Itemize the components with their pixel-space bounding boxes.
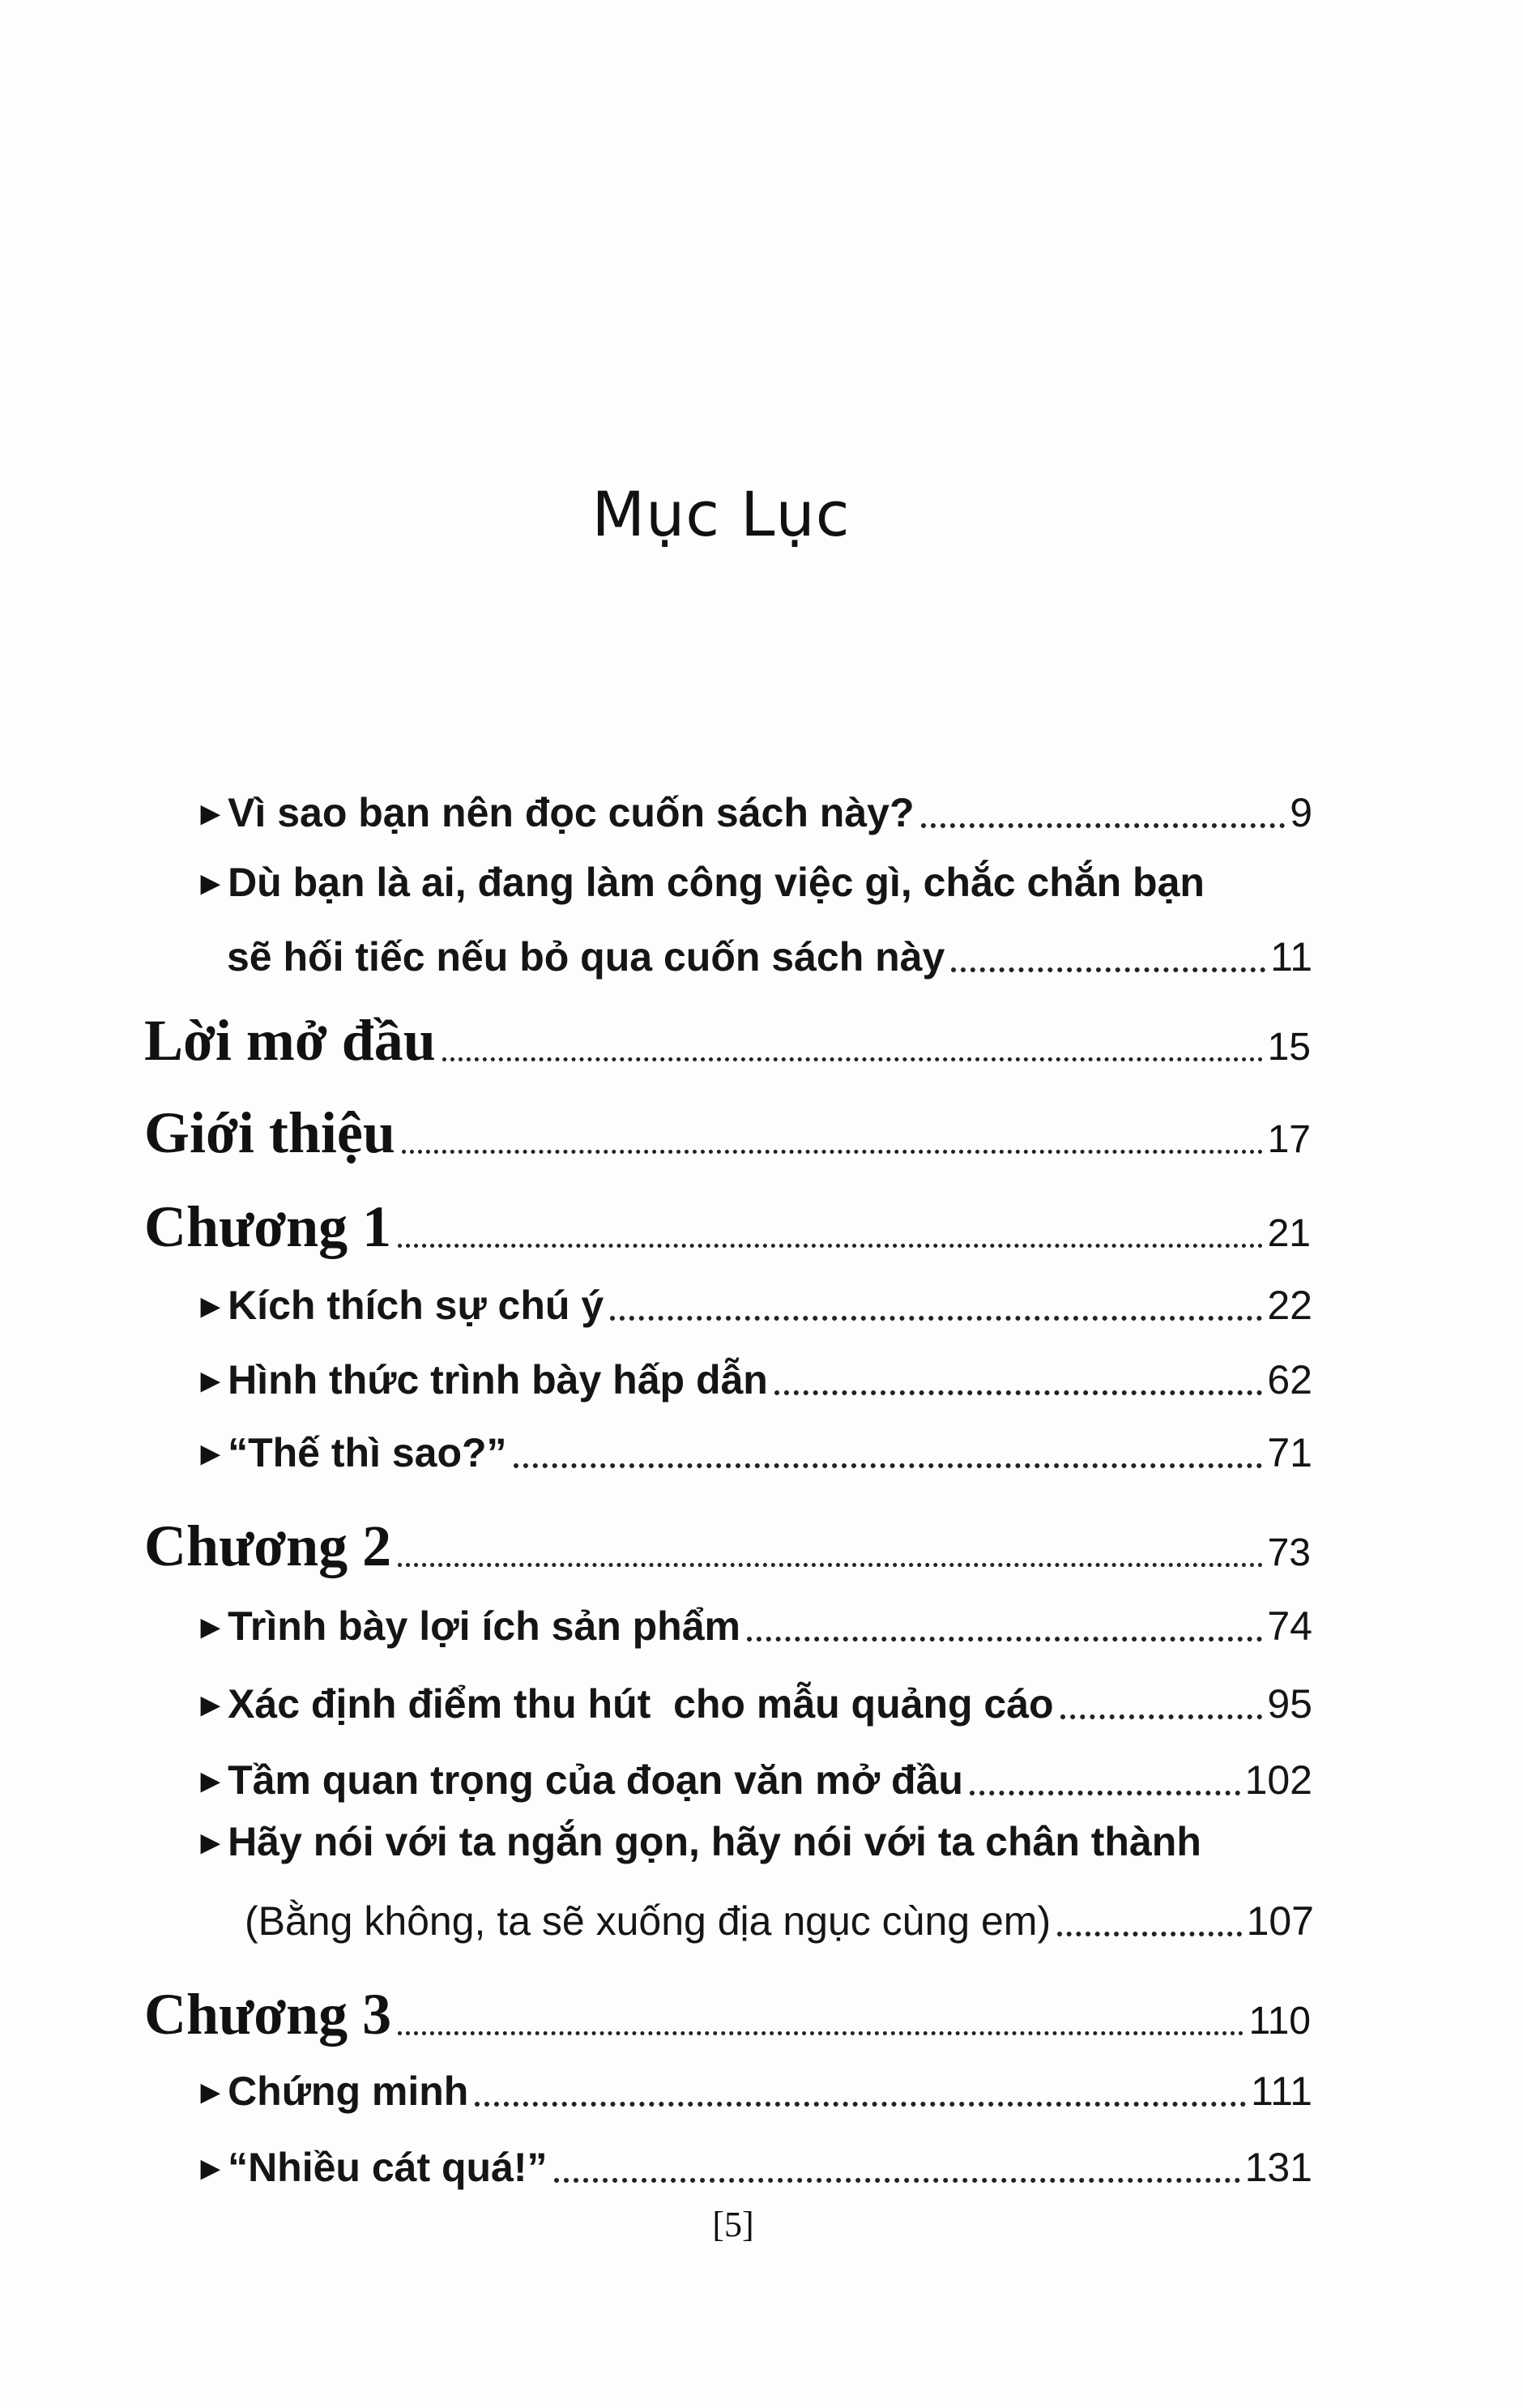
toc-page-number: 73 (1267, 1531, 1311, 1574)
toc-entry-label: ▶ “Thế thì sao?” (201, 1430, 507, 1475)
toc-entry-label: ▶ Chứng minh (201, 2069, 469, 2114)
toc-entry-label: ▶ Hình thức trình bày hấp dẫn (201, 1357, 768, 1403)
triangle-right-icon: ▶ (201, 870, 220, 897)
toc-entry-label: ▶ “Nhiều cát quá!” (201, 2145, 548, 2190)
triangle-right-icon: ▶ (201, 1692, 220, 1718)
dot-leader (970, 1791, 1240, 1795)
dot-leader (402, 1150, 1263, 1154)
toc-entry[interactable] (201, 1420, 1312, 1476)
toc-page-number: 22 (1267, 1283, 1312, 1328)
toc-chapter-label: Chương 3 (144, 1982, 392, 2047)
toc-page-number: 74 (1267, 1603, 1312, 1649)
toc-page-number: 131 (1244, 2145, 1312, 2190)
toc-chapter-entry[interactable] (144, 1180, 1311, 1261)
toc-chapter-entry[interactable] (144, 993, 1311, 1074)
toc-page-number: 11 (1270, 934, 1312, 980)
dot-leader (610, 1316, 1262, 1321)
triangle-right-icon: ▶ (201, 1293, 220, 1320)
dot-leader (398, 1244, 1262, 1248)
toc-entry-label: ▶ Tầm quan trọng của đoạn văn mở đầu (201, 1757, 963, 1803)
toc-chapter-entry[interactable] (144, 1086, 1311, 1167)
toc-page-number: 17 (1267, 1118, 1311, 1161)
toc-entry[interactable] (201, 1347, 1312, 1403)
toc-page-number: 110 (1248, 2000, 1311, 2043)
page-number-footer: [5] (712, 2205, 754, 2244)
toc-entry[interactable] (201, 779, 1312, 836)
toc-entry-label: (Bằng không, ta sẽ xuống địa ngục cùng em) (245, 1898, 1052, 1944)
toc-entry-label: ▶ Trình bày lợi ích sản phẩm (201, 1603, 740, 1649)
triangle-right-icon: ▶ (201, 1768, 220, 1795)
toc-entry[interactable] (201, 1747, 1312, 1804)
toc-chapter-label: Lời mở đầu (144, 1008, 436, 1073)
toc-page-number: 102 (1244, 1757, 1312, 1803)
dot-leader (554, 2178, 1240, 2183)
toc-entry[interactable] (201, 1671, 1312, 1727)
triangle-right-icon: ▶ (201, 1829, 220, 1856)
triangle-right-icon: ▶ (201, 1614, 220, 1641)
toc-page-number: 95 (1267, 1681, 1312, 1727)
triangle-right-icon: ▶ (201, 801, 220, 827)
dot-leader (1060, 1714, 1263, 1719)
toc-page-number: 111 (1250, 2069, 1312, 2114)
toc-page-number: 9 (1290, 790, 1312, 835)
toc-page-number: 107 (1246, 1898, 1314, 1944)
dot-leader (514, 1463, 1263, 1468)
toc-page-number: 15 (1267, 1026, 1311, 1069)
triangle-right-icon: ▶ (201, 2155, 220, 2182)
dot-leader (747, 1637, 1262, 1642)
toc-chapter-label: Giới thiệu (144, 1100, 395, 1165)
toc-entry[interactable] (201, 1272, 1312, 1329)
toc-chapter-label: Chương 1 (144, 1194, 392, 1259)
toc-chapter-entry[interactable] (144, 1499, 1311, 1580)
triangle-right-icon: ▶ (201, 2079, 220, 2106)
toc-entry-line1[interactable]: ▶ Dù bạn là ai, đang làm công việc gì, chắc chắn bạn (201, 860, 1205, 905)
dot-leader (442, 1057, 1263, 1061)
toc-page-number: 62 (1267, 1357, 1312, 1403)
triangle-right-icon: ▶ (201, 1441, 220, 1467)
dot-leader (921, 823, 1286, 828)
toc-entry[interactable] (245, 1888, 1314, 1945)
toc-page-number: 71 (1267, 1430, 1312, 1475)
toc-entry[interactable] (201, 2058, 1312, 2115)
toc-entry-label: ▶ Kích thích sự chú ý (201, 1283, 604, 1328)
page-title: Mục Lục (591, 478, 851, 550)
toc-entry-label: ▶ Xác định điểm thu hút cho mẫu quảng cáo (201, 1681, 1054, 1727)
toc-entry-label: sẽ hối tiếc nếu bỏ qua cuốn sách này (227, 934, 945, 980)
dot-leader (951, 967, 1265, 972)
toc-entry[interactable] (201, 2134, 1312, 2191)
triangle-right-icon: ▶ (201, 1368, 220, 1394)
toc-chapter-entry[interactable] (144, 1967, 1311, 2048)
dot-leader (475, 2102, 1246, 2107)
toc-entry[interactable] (201, 1593, 1312, 1650)
toc-entry-line1[interactable]: ▶ Hãy nói với ta ngắn gọn, hãy nói với ta chân thành (201, 1819, 1201, 1864)
toc-chapter-label: Chương 2 (144, 1514, 392, 1578)
toc-page-number: 21 (1267, 1212, 1311, 1255)
dot-leader (1057, 1932, 1241, 1936)
toc-entry-label: ▶ Vì sao bạn nên đọc cuốn sách này? (201, 790, 915, 835)
dot-leader (398, 2031, 1244, 2035)
dot-leader (398, 1563, 1262, 1567)
dot-leader (774, 1390, 1263, 1395)
toc-entry[interactable] (227, 924, 1312, 980)
